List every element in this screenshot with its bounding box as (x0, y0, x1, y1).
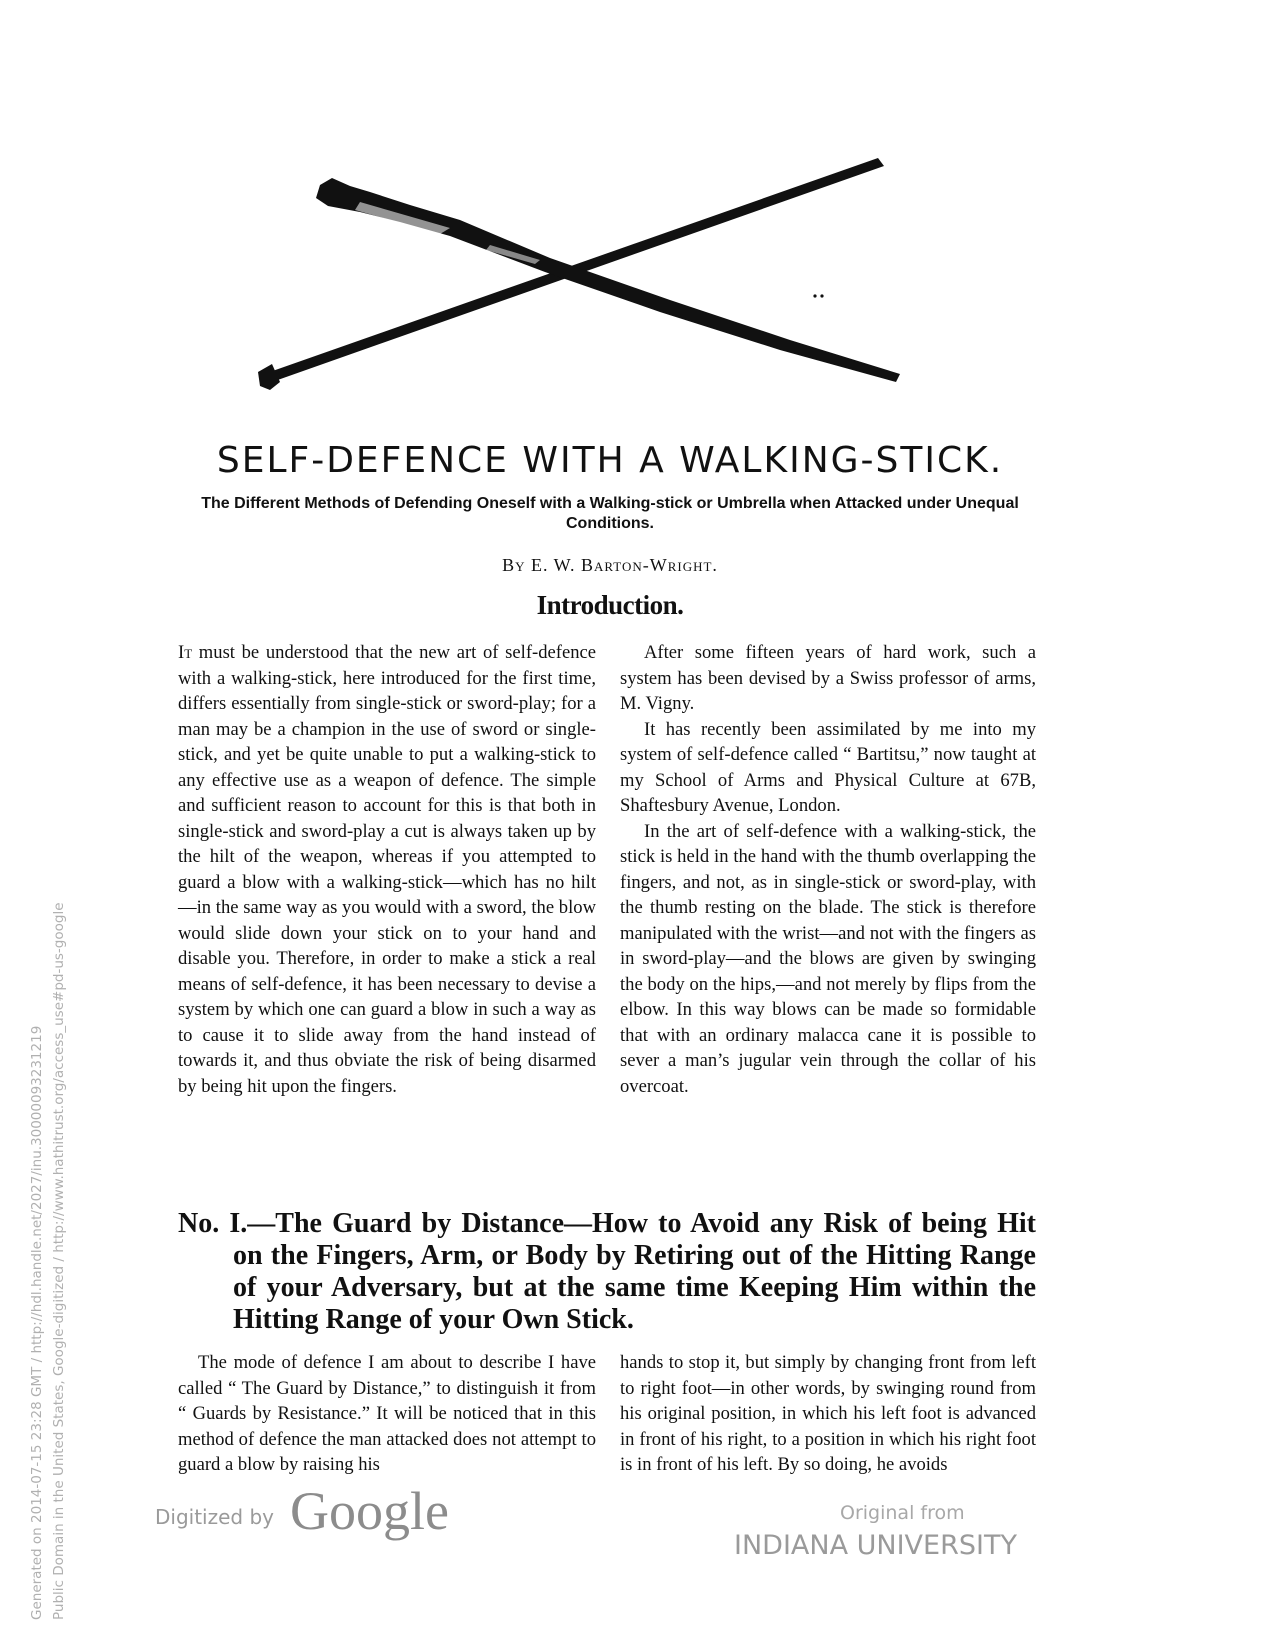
section-1-heading: No. I.—The Guard by Distance—How to Avoid any Risk of being Hit on the Fingers, Arm, or Body by Retiring out of the Hitting Range of your Adversary, but at the same time Keeping Him within the Hitting Range of your Own Stick. (178, 1208, 1036, 1335)
drop-lead: It (178, 642, 193, 663)
intro-left-column (178, 640, 596, 1099)
intro-paragraph-3: It has recently been assimilated by me into my system of self-defence called “ Bartitsu,” now taught at my School of Arms and Physical Culture at 67B, Shaftesbury Avenue, London. (620, 718, 1036, 816)
institution-label: INDIANA UNIVERSITY (734, 1530, 1017, 1561)
section-1-paragraph: The mode of defence I am about to describe I have called “ The Guard by Distance,” to distinguish it from “ Guards by Resistance.” It will be noticed that in this method of defence the man attacked does not attempt to guard a blow by raising his (178, 1352, 596, 1475)
section-1-paragraph-cont: hands to stop it, but simply by changing front from left to right foot—in other words, by swinging round from his original position, in which his left foot is advanced in front of his right, to a position in which his right foot is in front of his left. By so doing, he avoids (620, 1352, 1036, 1475)
article-title: SELF-DEFENCE WITH A WALKING-STICK. (216, 440, 1004, 481)
intro-text: must be understood that the new art of self-defence with a walking-stick, here introduced for the first time, differs essentially from single-stick or sword-play; for a man may be a champion in the use of sword or single-stick, and yet be quite unable to put a walking-stick to any effective use as a weapon of defence. The simple and sufficient reason to account for this is that both in single-stick and sword-play a cut is always taken up by the hilt of the weapon, whereas if you attempted to guard a blow with a walking-stick—which has no hilt—in the same way as you would with a sword, the blow would slide down your stick on to your hand and disable you. Therefore, in order to make a stick a real means of self-defence, it has been necessary to devise a system by which one can guard a blow in such a way as to cause it to slide away from the hand instead of towards it, and thus obviate the risk of being disarmed by being hit upon the fingers. (178, 642, 596, 1097)
watermark-line-2: Public Domain in the United States, Google-digitized / http://www.hathitrust.org/access_use#pd-us-google (51, 902, 67, 1620)
watermark-line-1: Generated on 2014-07-15 23:28 GMT / http://hdl.handle.net/2027/inu.30000093231219 (29, 1025, 45, 1620)
original-from-label: Original from (840, 1502, 965, 1524)
byline: By E. W. Barton-Wright. (502, 555, 718, 575)
intro-paragraph-4: In the art of self-defence with a walking-stick, the stick is held in the hand with the thumb overlapping the fingers, and not, as in single-stick or sword-play, with the thumb resting on the blade. The stick is therefore manipulated with the wrist—and not with the fingers as in sword-play—and the blows are given by swinging the body on the hips,—and not merely by flips from the elbow. In this way blows can be made so formidable that with an ordinary malacca cane it is possible to sever a man’s jugular vein through the collar of his overcoat. (620, 820, 1036, 1097)
section-1-right-column (620, 1350, 1036, 1478)
intro-paragraph-1 (178, 640, 596, 1099)
section-1-left-column (178, 1350, 596, 1478)
article-subtitle: The Different Methods of Defending Oneself with a Walking-stick or Umbrella when Attacked under Unequal Conditions. (201, 495, 1019, 532)
crossed-walking-sticks-icon (250, 150, 950, 420)
intro-paragraph-2: After some fifteen years of hard work, such a system has been devised by a Swiss professor of arms, M. Vigny. (620, 642, 1036, 714)
intro-heading: Introduction. (536, 590, 684, 620)
hathitrust-watermark (26, 902, 70, 1620)
google-logo: Google (290, 1481, 449, 1541)
intro-right-column (620, 640, 1036, 1099)
walking-stick-knotted (316, 178, 900, 382)
digitized-by-label: Digitized by (155, 1505, 274, 1529)
